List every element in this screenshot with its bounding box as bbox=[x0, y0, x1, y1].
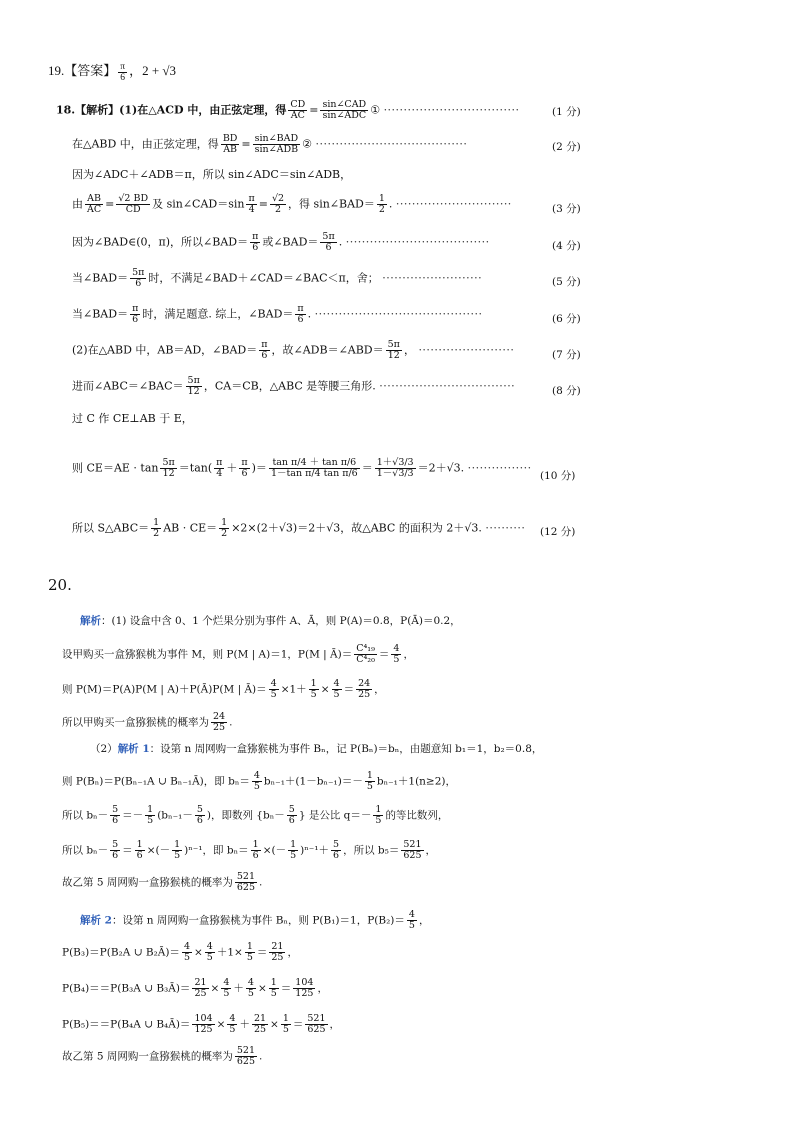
q18-line-5: 因为∠BAD∈(0，π)，所以∠BAD＝ $\frac{\pi}{6}$ 或∠BAD＝ $\frac{5\pi}{6}$ . ···································· bbox=[72, 231, 490, 253]
fraction: $\frac{5}{6}$ bbox=[196, 804, 203, 826]
score-8: (8 分) bbox=[552, 385, 581, 397]
fraction: $\frac{\text{tan π/4 ＋ tan π/6}}{\text{1－tan π/4 tan π/6}}$ bbox=[270, 457, 358, 479]
fraction: $\frac{\pi}{6}$ bbox=[132, 303, 139, 325]
fraction: $\frac{521}{625}$ bbox=[236, 1045, 255, 1067]
fraction: sin∠CAD sin∠ADC bbox=[322, 99, 367, 121]
fraction: $\frac{521}{625}$ bbox=[307, 1013, 326, 1035]
score-1: (1 分) bbox=[552, 106, 581, 118]
fraction: $\frac{21}{25}$ bbox=[194, 977, 207, 999]
fraction: $\frac{4}{5}$ bbox=[206, 941, 213, 963]
q18-line-3: 因为∠ADC＋∠ADB＝π，所以 sin∠ADC＝sin∠ADB， bbox=[72, 168, 352, 181]
fraction: $\frac{\pi}{4}$ bbox=[216, 457, 223, 479]
q20-line-3: 则 P(M)＝P(A)P(M | A)＋P(Ā)P(M | Ā)＝ $\frac{4}{5}$ ×1＋ $\frac{1}{5}$ × $\frac{4}{5}$ ＝ $\frac{24}{25}$ ， bbox=[62, 678, 385, 700]
fraction: $\frac{4}{5}$ bbox=[247, 977, 254, 999]
fraction: $\frac{24}{25}$ bbox=[358, 678, 371, 700]
fraction: $\frac{1+√3/3}{1-√3/3}$ bbox=[376, 457, 414, 479]
fraction: $\frac{√2}{2}$ bbox=[271, 193, 285, 215]
q20-line-1: 解析：(1) 设盒中含 0、1 个烂果分别为事件 A、Ā，则 P(A)＝0.8，P(Ā)＝0.2， bbox=[80, 615, 461, 627]
fraction: $\frac{1}{5}$ bbox=[246, 941, 253, 963]
fraction: $\frac{1}{6}$ bbox=[252, 839, 259, 861]
fraction: $\frac{4}{5}$ bbox=[408, 909, 415, 931]
q20-number: 20. bbox=[48, 576, 72, 594]
fraction: $\frac{\pi}{6}$ bbox=[252, 231, 259, 253]
fraction: $\frac{5\pi}{6}$ bbox=[322, 231, 335, 253]
fraction: $\frac{5\pi}{12}$ bbox=[187, 375, 200, 397]
fraction: $\frac{4}{5}$ bbox=[333, 678, 340, 700]
q20-line-13: P(B₅)＝＝P(B₄A ∪ B₄Ā)＝ $\frac{104}{125}$ × $\frac{4}{5}$ ＋ $\frac{21}{25}$ × $\frac{1}{5}$ ＝ $\frac{521}{625}$ ， bbox=[62, 1013, 341, 1035]
fraction: $\frac{\pi}{6}$ bbox=[297, 303, 304, 325]
fraction: $\frac{BD}{AB}$ bbox=[222, 133, 238, 155]
q20-line-8: 所以 bₙ－ $\frac{5}{6}$ ＝ $\frac{1}{6}$ ×(－ $\frac{1}{5}$ )ⁿ⁻¹，即 bₙ＝ $\frac{1}{6}$ ×(－ $\frac{1}{5}$ )ⁿ⁻¹＋ $\frac{5}{6}$ ，所以 b₅＝ $\frac{521}{625}$ ， bbox=[62, 839, 437, 861]
score-4: (4 分) bbox=[552, 240, 581, 252]
fraction: $\frac{5}{6}$ bbox=[112, 839, 119, 861]
fraction: $\frac{1}{5}$ bbox=[290, 839, 297, 861]
q20-line-9: 故乙第 5 周网购一盒猕猴桃的概率为 $\frac{521}{625}$ . bbox=[62, 871, 263, 893]
q20-line-4: 所以甲购买一盒猕猴桃的概率为 $\frac{24}{25}$ . bbox=[62, 711, 233, 733]
q18-line-9: 进而∠ABC＝∠BAC＝ $\frac{5\pi}{12}$ ，CA＝CB，△ABC 是等腰三角形. ·································· bbox=[72, 375, 516, 397]
score-2: (2 分) bbox=[552, 141, 581, 153]
fraction: $\frac{1}{5}$ bbox=[366, 770, 373, 792]
q19-label: 19.【答案】 bbox=[48, 63, 117, 78]
q18-line-8: (2)在△ABD 中，AB＝AD，∠BAD＝ $\frac{\pi}{6}$ ，故∠ADB＝∠ABD＝ $\frac{5\pi}{12}$ ， ························ bbox=[72, 339, 515, 361]
q19-answer bbox=[48, 60, 176, 83]
score-7: (7 分) bbox=[552, 349, 581, 361]
q20-line-5: （2）解析 1：设第 n 周网购一盒猕猴桃为事件 Bₙ，记 P(Bₙ)＝bₙ，由题意知 b₁＝1，b₂＝0.8， bbox=[90, 743, 543, 755]
q19-rest: ，2 + √3 bbox=[129, 63, 177, 78]
fraction: $\frac{21}{25}$ bbox=[253, 1013, 267, 1035]
q20-line-12: P(B₄)＝＝P(B₃A ∪ B₃Ā)＝ $\frac{21}{25}$ × $\frac{4}{5}$ ＋ $\frac{4}{5}$ × $\frac{1}{5}$ ＝ $\frac{104}{125}$ ， bbox=[62, 977, 328, 999]
fraction: $\frac{5}{6}$ bbox=[112, 804, 119, 826]
fraction: $\frac{104}{125}$ bbox=[295, 977, 314, 999]
fraction: $\frac{\pi}{6}$ bbox=[241, 457, 248, 479]
fraction: $\frac{\text{C⁴₁₉}}{\text{C⁴₂₀}}$ bbox=[356, 643, 375, 665]
fraction: $\frac{4}{5}$ bbox=[253, 770, 260, 792]
q20-line-6: 则 P(Bₙ)＝P(Bₙ₋₁A ∪ Bₙ₋₁Ā)，即 bₙ＝ $\frac{4}{5}$ bₙ₋₁＋(1－bₙ₋₁)＝－ $\frac{1}{5}$ bₙ₋₁＋1(n≥2)， bbox=[62, 770, 457, 792]
fraction: $\frac{1}{5}$ bbox=[310, 678, 317, 700]
fraction: $\frac{1}{2}$ bbox=[221, 517, 228, 539]
fraction: $\frac{1}{6}$ bbox=[136, 839, 143, 861]
score-5: (5 分) bbox=[552, 276, 581, 288]
score-10: (10 分) bbox=[540, 470, 576, 482]
q20-line-10: 解析 2：设第 n 周网购一盒猕猴桃为事件 Bₙ，则 P(B₁)＝1，P(B₂)＝ $\frac{4}{5}$ ， bbox=[80, 909, 430, 931]
fraction: $\frac{4}{5}$ bbox=[223, 977, 230, 999]
fraction: $\frac{1}{5}$ bbox=[147, 804, 154, 826]
fraction: $\frac{\pi}{6}$ bbox=[120, 61, 126, 83]
q18-line-4: 由 $\frac{AB}{AC}$ = $\frac{√2 BD}{CD}$ 及 sin∠CAD＝sin $\frac{\pi}{4}$ = $\frac{√2}{2}$ ，得 sin∠BAD＝ $\frac{1}{2}$ . ····························· bbox=[72, 193, 512, 215]
fraction: $\frac{4}{5}$ bbox=[183, 941, 190, 963]
fraction: $\frac{\pi}{4}$ bbox=[248, 193, 255, 215]
fraction: $\frac{5\pi}{12}$ bbox=[387, 339, 400, 361]
fraction: $\frac{AB}{AC}$ bbox=[87, 193, 102, 215]
fraction: $\frac{5}{6}$ bbox=[288, 804, 295, 826]
fraction: $\frac{\pi}{6}$ bbox=[261, 339, 268, 361]
q18-line-10: 过 C 作 CE⊥AB 于 E， bbox=[72, 412, 193, 425]
q18-line-2: 在△ABD 中，由正弦定理，得 $\frac{BD}{AB}$ = sin∠BAD sin∠ADB ② ······································ bbox=[72, 133, 468, 155]
fraction: $\frac{24}{25}$ bbox=[213, 711, 226, 733]
fraction: sin∠BAD sin∠ADB bbox=[254, 133, 299, 155]
fraction: $\frac{5}{6}$ bbox=[333, 839, 340, 861]
fraction: $\frac{1}{5}$ bbox=[282, 1013, 289, 1035]
fraction: $\frac{21}{25}$ bbox=[271, 941, 284, 963]
fraction: $\frac{4}{5}$ bbox=[270, 678, 277, 700]
fraction: $\frac{1}{2}$ bbox=[153, 517, 160, 539]
score-6: (6 分) bbox=[552, 313, 581, 325]
q20-line-2: 设甲购买一盒猕猴桃为事件 M，则 P(M | A)＝1，P(M | Ā)＝ $\frac{\text{C⁴₁₉}}{\text{C⁴₂₀}}$ ＝ $\frac{4}{5}$ ， bbox=[62, 643, 414, 665]
fraction: $\frac{4}{5}$ bbox=[393, 643, 400, 665]
q18-line-7: 当∠BAD＝ $\frac{\pi}{6}$ 时，满足题意. 综上，∠BAD＝ $\frac{\pi}{6}$ . ·········································· bbox=[72, 303, 483, 325]
score-3: (3 分) bbox=[552, 203, 581, 215]
fraction: $\frac{5\pi}{12}$ bbox=[162, 457, 175, 479]
score-12: (12 分) bbox=[540, 526, 576, 538]
q20-line-11: P(B₃)＝P(B₂A ∪ B₂Ā)＝ $\frac{4}{5}$ × $\frac{4}{5}$ ＋1× $\frac{1}{5}$ ＝ $\frac{21}{25}$ ， bbox=[62, 941, 298, 963]
fraction: $\frac{1}{2}$ bbox=[378, 193, 385, 215]
fraction: $\frac{104}{125}$ bbox=[194, 1013, 213, 1035]
fraction: $\frac{5\pi}{6}$ bbox=[132, 267, 145, 289]
fraction: $\frac{521}{625}$ bbox=[403, 839, 422, 861]
q20-line-14: 故乙第 5 周网购一盒猕猴桃的概率为 $\frac{521}{625}$ . bbox=[62, 1045, 263, 1067]
q18-line-1: 18.【解析】(1)在△ACD 中，由正弦定理，得 $\frac{CD}{AC}$ = sin∠CAD sin∠ADC ① ·································· bbox=[56, 99, 520, 121]
fraction: $\frac{521}{625}$ bbox=[236, 871, 255, 893]
q18-line-6: 当∠BAD＝ $\frac{5\pi}{6}$ 时，不满足∠BAD＋∠CAD＝∠BAC＜π，舍； ························· bbox=[72, 267, 483, 289]
q20-line-7: 所以 bₙ－ $\frac{5}{6}$ ＝－ $\frac{1}{5}$ (bₙ₋₁－ $\frac{5}{6}$ )，即数列 {bₙ－ $\frac{5}{6}$ } 是公比 q＝－ $\frac{1}{5}$ 的等比数列， bbox=[62, 804, 449, 826]
fraction: $\frac{CD}{AC}$ bbox=[290, 99, 306, 121]
q18-line-11: 则 CE＝AE · tan $\frac{5\pi}{12}$ ＝tan( $\frac{\pi}{4}$ ＋ $\frac{\pi}{6}$ )＝ $\frac{\text{tan π/4 ＋ tan π/6}}{\text{1－tan π/4 tan π/6}}$ ＝ $\frac{1+√3/3}{1-√3/3}$ ＝2＋√3. ················ bbox=[72, 457, 532, 479]
fraction: $\frac{1}{5}$ bbox=[270, 977, 277, 999]
fraction: $\frac{√2 BD}{CD}$ bbox=[118, 193, 149, 215]
fraction: $\frac{1}{5}$ bbox=[174, 839, 181, 861]
fraction: $\frac{1}{5}$ bbox=[375, 804, 382, 826]
fraction: $\frac{4}{5}$ bbox=[229, 1013, 236, 1035]
q18-line-12: 所以 S△ABC＝ $\frac{1}{2}$ AB · CE＝ $\frac{1}{2}$ ×2×(2＋√3)＝2＋√3，故△ABC 的面积为 2＋√3. ·········· bbox=[72, 517, 526, 539]
